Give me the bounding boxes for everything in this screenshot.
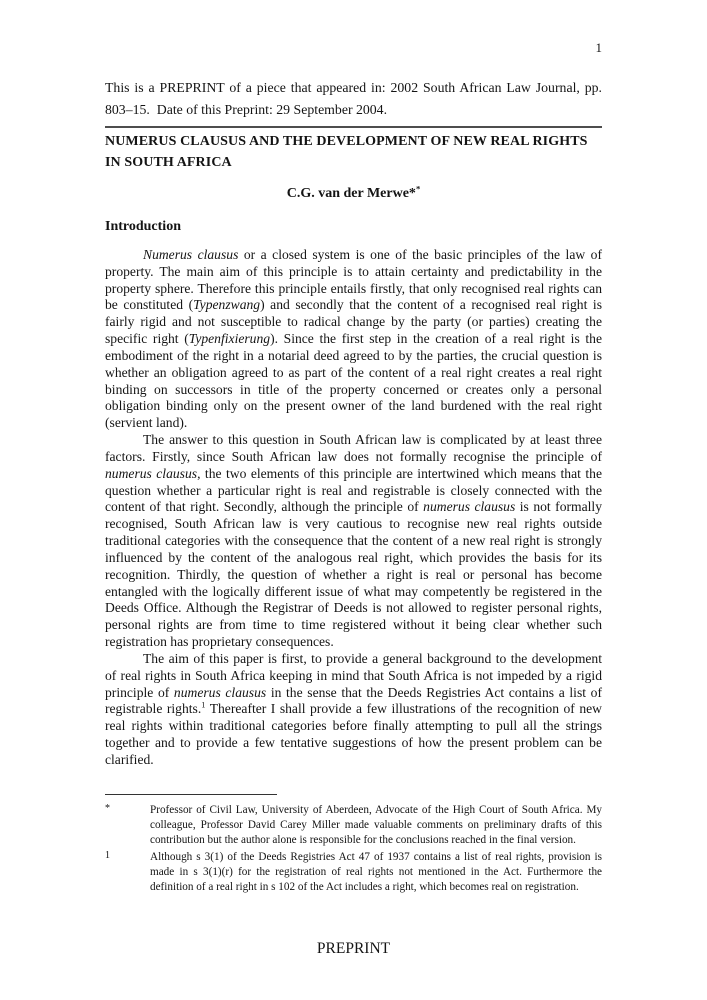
author-byline: C.G. van der Merwe** bbox=[286, 183, 421, 201]
paragraph-2: The answer to this question in South African law is complicated by at least three factors. Firstly, since South African law does not formally recognise the principle of numerus clausus, the two elements of this principle are intertwined which means that the question whether a particular right is real and registrable is closely connected with the content of that right. Secondly, although the principle of numerus clausus is not formally recognised, South African law is very cautious to recognise new real rights outside traditional categories with the consequence that the content of a new real right is strongly influenced by the content of the analogous real right, which provides the basis for its recognition. Thirdly, the question of whether a right is real or personal has become entangled with the logically different issue of what may competently be registered in the Deeds Office. Although the Registrar of Deeds is not allowed to register personal rights, personal rights are from time to time registered without it being clear whether such registration has proprietary consequences. bbox=[105, 432, 602, 650]
paragraph-3: The aim of this paper is first, to provide a general background to the development of real rights in South Africa keeping in mind that South Africa is not impeded by a rigid principle of numerus clausus in the sense that the Deeds Registries Act contains a list of registrable rights.$^1$ Thereafter I shall provide a few illustrations of the recognition of new real rights within traditional categories before finally attempting to pull all the strings together and to provide a few tentative suggestions of how the present problem can be clarified. bbox=[105, 650, 602, 767]
footnote-marker-asterisk: * bbox=[105, 803, 110, 814]
footnotes-section bbox=[105, 794, 602, 897]
footnote-text-author: Professor of Civil Law, University of Aberdeen, Advocate of the High Court of South Africa. My colleague, Professor David Carey Miller made valuable comments on preliminary drafts of this contribution but the author alone is responsible for the conclusions reached in the final version. bbox=[150, 804, 602, 846]
footnote-1 bbox=[105, 850, 602, 895]
page-footer: PREPRINT bbox=[316, 940, 391, 957]
paragraph-1: Numerus clausus or a closed system is one of the basic principles of the law of property. The main aim of this principle is to attain certainty and predictability in the property sphere. Therefore this principle entails firstly, that only recognised real rights can be constituted (Typenzwang) and secondly that the content of a recognised real right is fairly rigid and not susceptible to radical change by the party (or parties) creating the specific right (Typenfixierung). Since the first step in the creation of a real right is the embodiment of the right in a notarial deed agreed to by the parties, the crucial question is whether an obligation agreed to as part of the content of a real right creates a real right binding on successors in title of the property concerned or creates only a personal obligation binding only on the present owner of the land burdened with the real right (servient land). bbox=[105, 247, 602, 431]
footnote-marker-1: 1 bbox=[105, 850, 110, 861]
footnote-author-affiliation bbox=[105, 803, 602, 848]
article-body bbox=[105, 247, 602, 769]
article-title: NUMERUS CLAUSUS AND THE DEVELOPMENT OF NEW REAL RIGHTS IN SOUTH AFRICA bbox=[105, 134, 588, 170]
section-heading-introduction: Introduction bbox=[105, 219, 181, 234]
footnote-separator bbox=[105, 794, 277, 795]
footnote-text-1: Although s 3(1) of the Deeds Registries Act 47 of 1937 contains a list of real rights, provision is made in s 3(1)(r) for the registration of real rights not mentioned in the Act. Furthermore the definition of a real right in s 102 of the Act includes a right, which becomes real on registration. bbox=[150, 851, 602, 893]
page-number: 1 bbox=[595, 40, 602, 55]
preprint-note: This is a PREPRINT of a piece that appeared in: 2002 South African Law Journal, pp. 803–15. Date of this Preprint: 29 September 2004. bbox=[105, 77, 602, 128]
